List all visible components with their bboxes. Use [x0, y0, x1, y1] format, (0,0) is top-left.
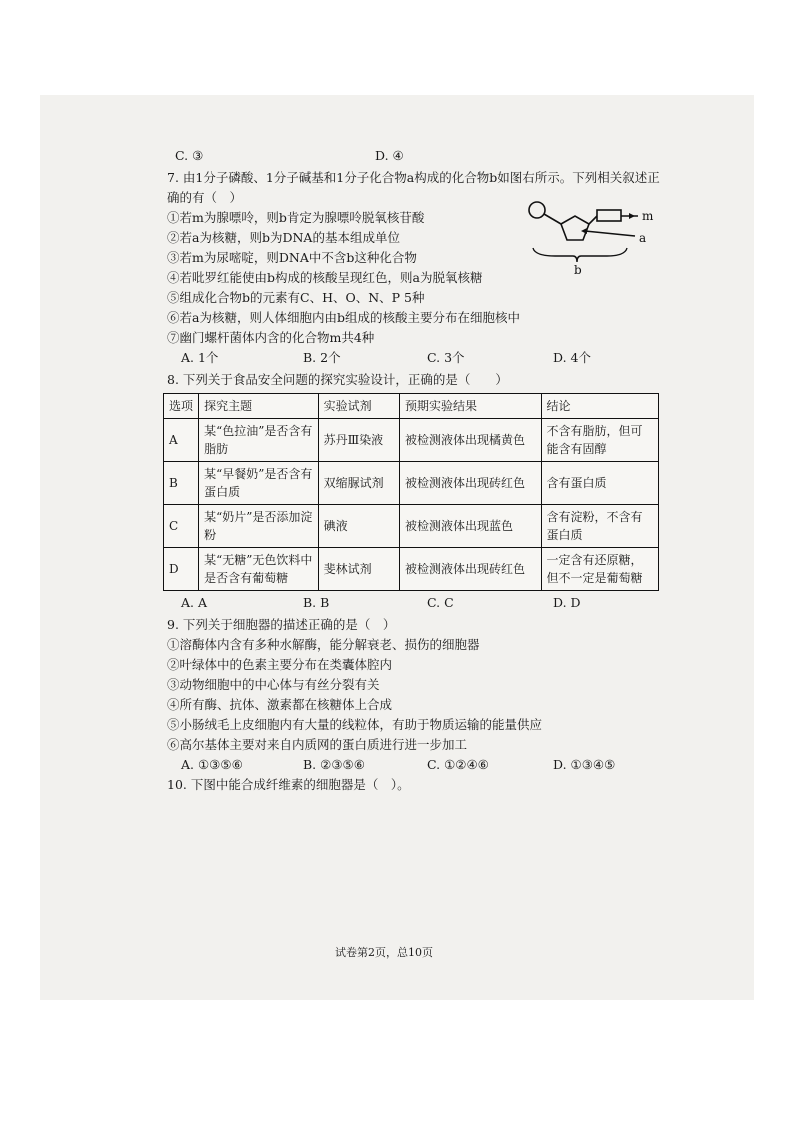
arrow-a-head [581, 228, 587, 234]
table-row [164, 505, 659, 548]
q7-option-c: C. 3个 [427, 350, 465, 365]
q8-options [167, 593, 695, 613]
q9-statement-6: ⑥高尔基体主要对来自内质网的蛋白质进行进一步加工 [167, 737, 468, 752]
q7-statement-6: ⑥若a为核糖，则人体细胞内由b组成的核酸主要分布在细胞核中 [167, 310, 520, 325]
cell-result: 被检测液体出现砖红色 [399, 462, 541, 505]
cell-reagent: 碘液 [318, 505, 399, 548]
q7-stem-line1: 7. 由1分子磷酸、1分子碱基和1分子化合物a构成的化合物b如图右所示。下列相关叙述正 [167, 170, 660, 185]
q7-option-b: B. 2个 [303, 350, 341, 365]
q7-statement-2: ②若a为核糖，则b为DNA的基本组成单位 [167, 230, 400, 245]
cell-reagent: 苏丹Ⅲ染液 [318, 419, 399, 462]
cell-conclusion: 含有蛋白质 [541, 462, 659, 505]
cell-option: D [164, 548, 199, 591]
q6-option-c: C. ③ [175, 148, 204, 163]
q9-stem: 9. 下列关于细胞器的描述正确的是（ ） [167, 617, 396, 632]
q6-option-d: D. ④ [375, 148, 404, 163]
brace-b [533, 248, 627, 262]
cell-conclusion: 不含有脂肪，但可能含有固醇 [541, 419, 659, 462]
q8-option-a: A. A [181, 595, 208, 610]
table-row [164, 462, 659, 505]
q8-table [163, 393, 659, 591]
q6-options [175, 146, 695, 166]
arrow-a-line [585, 231, 635, 236]
header-topic: 探究主题 [199, 394, 318, 419]
q9-statement-2: ②叶绿体中的色素主要分布在类囊体腔内 [167, 657, 393, 672]
cell-topic: 某“色拉油”是否含有脂肪 [199, 419, 318, 462]
cell-option: A [164, 419, 199, 462]
q9-option-b: B. ②③⑤⑥ [303, 757, 365, 772]
q7-stem-line2: 确的有（ ） [167, 190, 243, 205]
q7-statement-4: ④若吡罗红能使由b构成的核酸呈现红色，则a为脱氧核糖 [167, 270, 483, 285]
table-row [164, 419, 659, 462]
phosphate-circle [529, 202, 545, 218]
question-8 [167, 370, 695, 613]
q7-statement-3: ③若m为尿嘧啶，则DNA中不含b这种化合物 [167, 250, 417, 265]
q9-options [167, 755, 695, 775]
label-m: m [642, 209, 654, 223]
cell-topic: 某“奶片”是否添加淀粉 [199, 505, 318, 548]
q9-option-d: D. ①③④⑤ [553, 757, 616, 772]
q7-statement-5: ⑤组成化合物b的元素有C、H、O、N、P 5种 [167, 290, 425, 305]
q8-stem: 8. 下列关于食品安全问题的探究实验设计，正确的是（ ） [167, 372, 508, 387]
cell-reagent: 双缩脲试剂 [318, 462, 399, 505]
label-a: a [639, 231, 647, 245]
pentose-ring [561, 216, 589, 240]
q8-option-c: C. C [427, 595, 454, 610]
header-option: 选项 [164, 394, 199, 419]
table-header-row [164, 394, 659, 419]
cell-topic: 某“早餐奶”是否含有蛋白质 [199, 462, 318, 505]
question-9 [167, 615, 695, 795]
cell-option: C [164, 505, 199, 548]
q9-statement-4: ④所有酶、抗体、激素都在核糖体上合成 [167, 697, 393, 712]
table-row [164, 548, 659, 591]
q7-statement-1: ①若m为腺嘌呤，则b肯定为腺嘌呤脱氧核苷酸 [167, 210, 425, 225]
cell-result: 被检测液体出现蓝色 [399, 505, 541, 548]
base-bond [589, 216, 597, 224]
cell-result: 被检测液体出现砖红色 [399, 548, 541, 591]
q8-option-d: D. D [553, 595, 581, 610]
header-expected-result: 预期实验结果 [399, 394, 541, 419]
cell-topic: 某“无糖”无色饮料中是否含有葡萄糖 [199, 548, 318, 591]
phosphate-bond [544, 214, 561, 224]
q7-option-a: A. 1个 [181, 350, 219, 365]
q10-stem: 10. 下图中能合成纤维素的细胞器是（ ）。 [167, 777, 410, 792]
q9-statement-5: ⑤小肠绒毛上皮细胞内有大量的线粒体，有助于物质运输的能量供应 [167, 717, 543, 732]
q7-statement-7: ⑦幽门螺杆菌体内含的化合物m共4种 [167, 330, 375, 345]
q9-statement-1: ①溶酶体内含有多种水解酶，能分解衰老、损伤的细胞器 [167, 637, 480, 652]
cell-option: B [164, 462, 199, 505]
base-box [597, 210, 621, 221]
nucleotide-diagram [525, 198, 675, 278]
header-conclusion: 结论 [541, 394, 659, 419]
q9-statement-3: ③动物细胞中的中心体与有丝分裂有关 [167, 677, 380, 692]
q8-option-b: B. B [303, 595, 330, 610]
q7-options [167, 348, 695, 368]
cell-conclusion: 含有淀粉，不含有蛋白质 [541, 505, 659, 548]
page-footer: 试卷第2页，总10页 [335, 946, 433, 959]
q7-option-d: D. 4个 [553, 350, 591, 365]
arrow-m-head [629, 213, 635, 219]
header-reagent: 实验试剂 [318, 394, 399, 419]
cell-result: 被检测液体出现橘黄色 [399, 419, 541, 462]
cell-conclusion: 一定含有还原糖，但不一定是葡萄糖 [541, 548, 659, 591]
cell-reagent: 斐林试剂 [318, 548, 399, 591]
label-b: b [574, 263, 582, 277]
q9-option-c: C. ①②④⑥ [427, 757, 489, 772]
q9-option-a: A. ①③⑤⑥ [181, 757, 243, 772]
